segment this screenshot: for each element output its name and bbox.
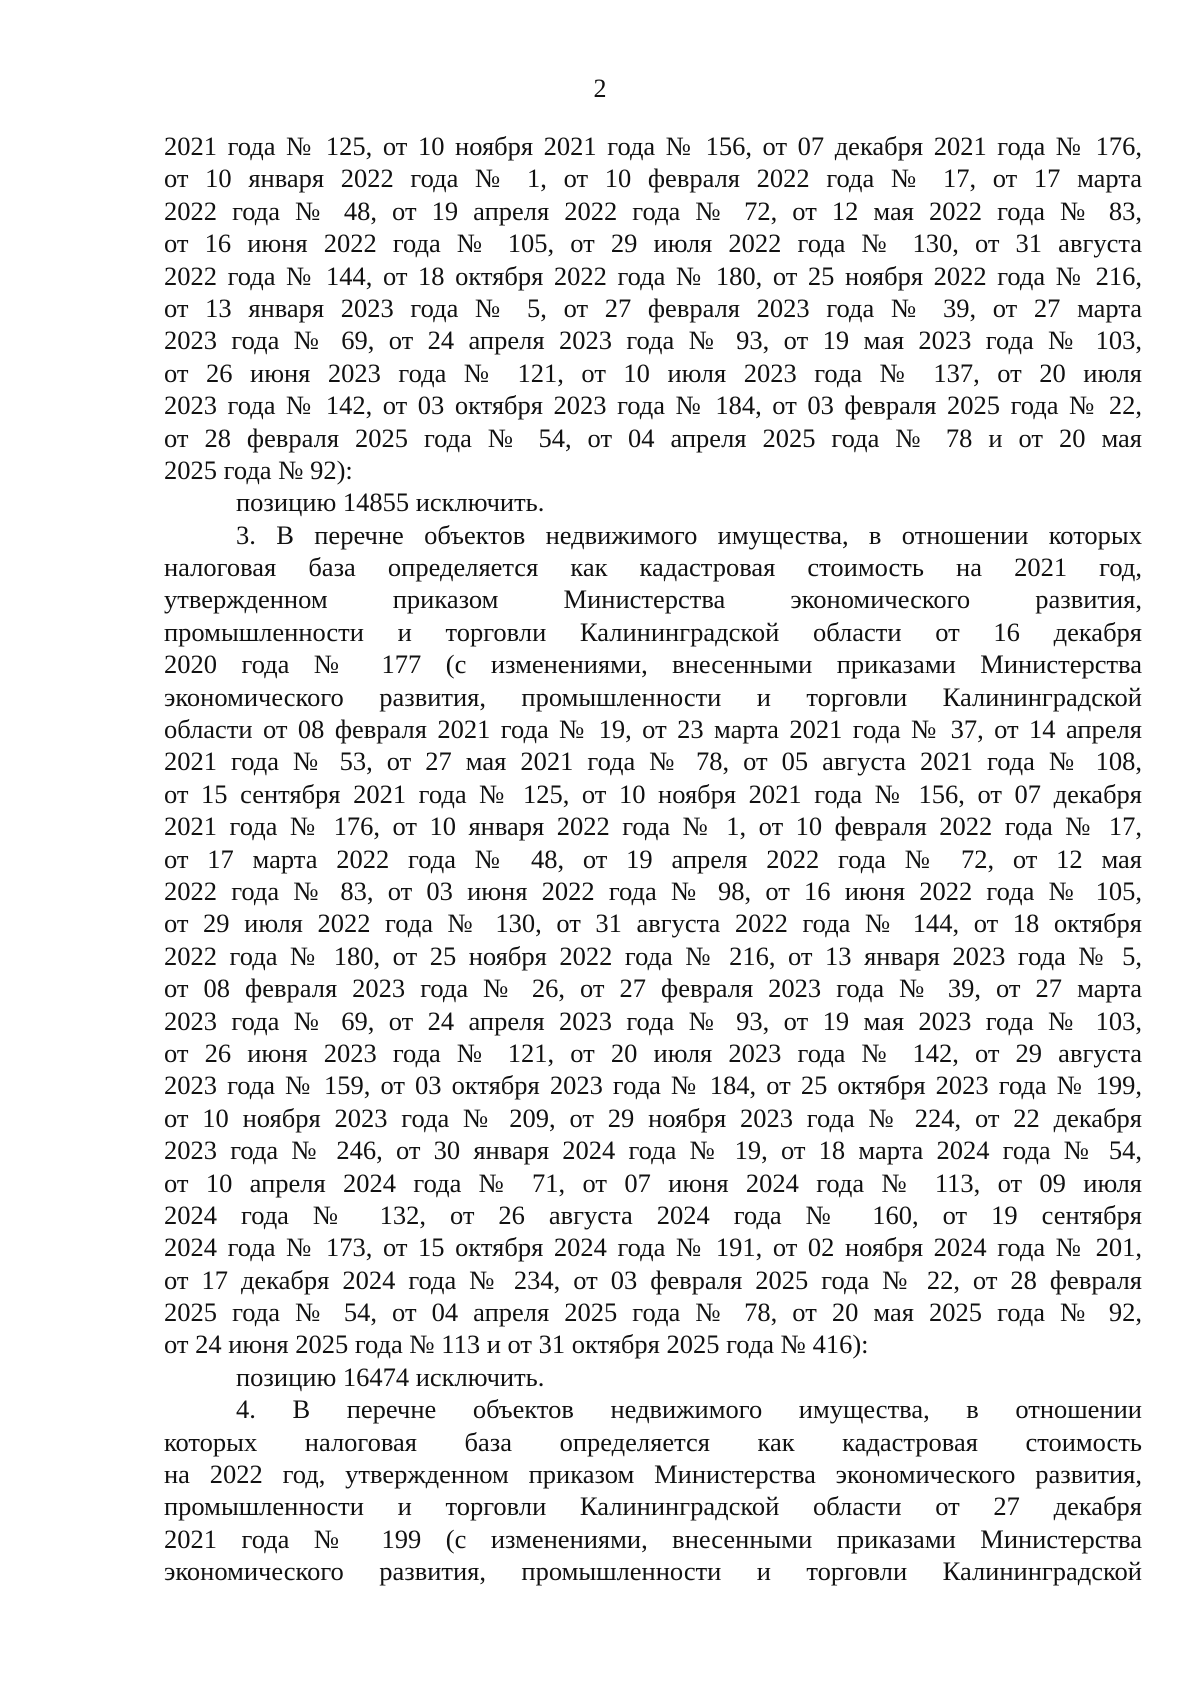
- text-line: 2022 года № 180, от 25 ноября 2022 года № 216, от 13 января 2023 года № 5,: [164, 940, 1142, 971]
- text-line: 2022 года № 144, от 18 октября 2022 года № 180, от 25 ноября 2022 года № 216,: [164, 260, 1142, 291]
- text-line: 2025 года № 92):: [164, 454, 353, 485]
- text-line: позицию 16474 исключить.: [236, 1361, 545, 1392]
- text-line: от 15 сентября 2021 года № 125, от 10 ноября 2021 года № 156, от 07 декабря: [164, 778, 1142, 809]
- text-line: от 28 февраля 2025 года № 54, от 04 апреля 2025 года № 78 и от 20 мая: [164, 422, 1142, 453]
- text-line: 2022 года № 83, от 03 июня 2022 года № 98, от 16 июня 2022 года № 105,: [164, 875, 1142, 906]
- text-line: от 17 декабря 2024 года № 234, от 03 февраля 2025 года № 22, от 28 февраля: [164, 1264, 1142, 1295]
- text-line: от 16 июня 2022 года № 105, от 29 июля 2022 года № 130, от 31 августа: [164, 228, 1142, 259]
- text-line: промышленности и торговли Калининградской области от 27 декабря: [164, 1491, 1142, 1522]
- text-line: на 2022 год, утвержденном приказом Министерства экономического развития,: [164, 1459, 1142, 1490]
- text-line: от 10 января 2022 года № 1, от 10 февраля 2022 года № 17, от 17 марта: [164, 163, 1142, 194]
- document-body: [164, 130, 1142, 1588]
- text-line: от 29 июля 2022 года № 130, от 31 августа 2022 года № 144, от 18 октября: [164, 908, 1142, 939]
- text-line: 2023 года № 69, от 24 апреля 2023 года № 93, от 19 мая 2023 года № 103,: [164, 1005, 1142, 1036]
- page-number: 2: [593, 74, 607, 103]
- text-line: 2024 года № 173, от 15 октября 2024 года № 191, от 02 ноября 2024 года № 201,: [164, 1232, 1142, 1263]
- text-line: от 13 января 2023 года № 5, от 27 февраля 2023 года № 39, от 27 марта: [164, 292, 1142, 323]
- text-line: экономического развития, промышленности и торговли Калининградской: [164, 1556, 1142, 1587]
- text-line: 2022 года № 48, от 19 апреля 2022 года № 72, от 12 мая 2022 года № 83,: [164, 195, 1142, 226]
- text-line: утвержденном приказом Министерства экономического развития,: [164, 584, 1142, 615]
- text-line: позицию 14855 исключить.: [236, 487, 545, 518]
- text-line: промышленности и торговли Калининградской области от 16 декабря: [164, 616, 1142, 647]
- text-line: 2023 года № 69, от 24 апреля 2023 года № 93, от 19 мая 2023 года № 103,: [164, 325, 1142, 356]
- text-line: налоговая база определяется как кадастровая стоимость на 2021 год,: [164, 552, 1142, 583]
- text-line: экономического развития, промышленности и торговли Калининградской: [164, 681, 1142, 712]
- text-line: области от 08 февраля 2021 года № 19, от 23 марта 2021 года № 37, от 14 апреля: [164, 714, 1142, 745]
- text-line: 2024 года № 132, от 26 августа 2024 года № 160, от 19 сентября: [164, 1199, 1142, 1230]
- text-line: от 08 февраля 2023 года № 26, от 27 февраля 2023 года № 39, от 27 марта: [164, 973, 1142, 1004]
- text-line: 2021 года № 125, от 10 ноября 2021 года № 156, от 07 декабря 2021 года № 176,: [164, 131, 1142, 161]
- text-line: от 10 апреля 2024 года № 71, от 07 июня 2024 года № 113, от 09 июля: [164, 1167, 1142, 1198]
- text-line: от 10 ноября 2023 года № 209, от 29 ноября 2023 года № 224, от 22 декабря: [164, 1102, 1142, 1133]
- text-line: 2021 года № 199 (с изменениями, внесенными приказами Министерства: [164, 1523, 1142, 1554]
- text-line: от 24 июня 2025 года № 113 и от 31 октября 2025 года № 416):: [164, 1329, 869, 1360]
- text-line: от 26 июня 2023 года № 121, от 10 июля 2023 года № 137, от 20 июля: [164, 357, 1142, 388]
- text-line: 2023 года № 246, от 30 января 2024 года № 19, от 18 марта 2024 года № 54,: [164, 1135, 1142, 1166]
- text-line: которых налоговая база определяется как кадастровая стоимость: [164, 1426, 1142, 1457]
- text-line: 2021 года № 53, от 27 мая 2021 года № 78, от 05 августа 2021 года № 108,: [164, 746, 1142, 777]
- text-line: 2023 года № 142, от 03 октября 2023 года № 184, от 03 февраля 2025 года № 22,: [164, 390, 1142, 421]
- text-line: 3. В перечне объектов недвижимого имущества, в отношении которых: [236, 519, 1142, 550]
- text-line: 2021 года № 176, от 10 января 2022 года № 1, от 10 февраля 2022 года № 17,: [164, 811, 1142, 842]
- text-line: от 26 июня 2023 года № 121, от 20 июля 2023 года № 142, от 29 августа: [164, 1037, 1142, 1068]
- text-line: от 17 марта 2022 года № 48, от 19 апреля 2022 года № 72, от 12 мая: [164, 843, 1142, 874]
- text-line: 2023 года № 159, от 03 октября 2023 года № 184, от 25 октября 2023 года № 199,: [164, 1070, 1142, 1101]
- text-line: 2020 года № 177 (с изменениями, внесенными приказами Министерства: [164, 649, 1142, 680]
- text-line: 2025 года № 54, от 04 апреля 2025 года № 78, от 20 мая 2025 года № 92,: [164, 1297, 1142, 1328]
- text-line: 4. В перечне объектов недвижимого имущества, в отношении: [236, 1394, 1142, 1425]
